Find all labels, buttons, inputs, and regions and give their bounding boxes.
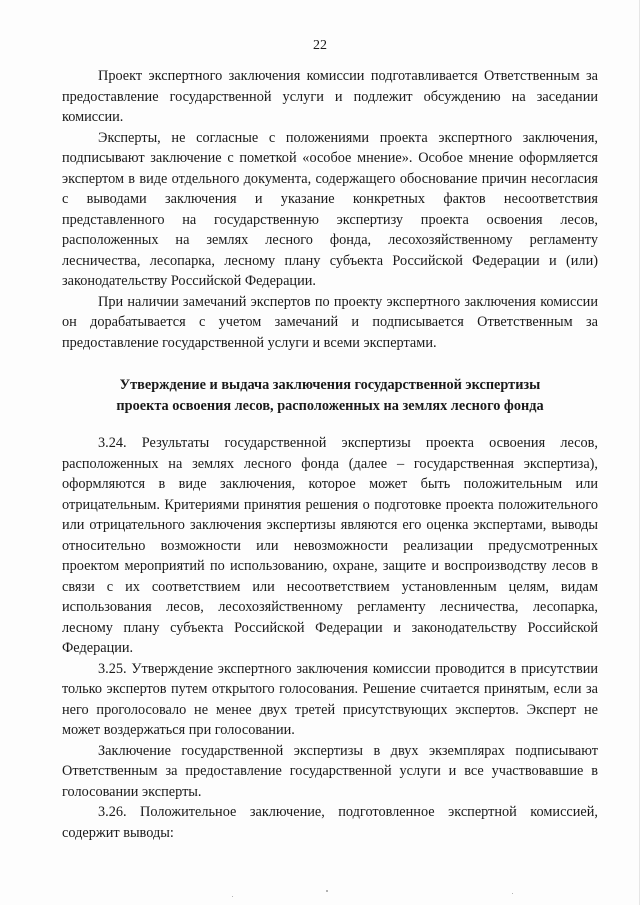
scan-speck xyxy=(232,896,233,897)
paragraph-draft-conclusion: Проект экспертного заключения комиссии подготавливается Ответственным за предоставление государственной услуги и подлежит обсуждению на заседании комиссии. xyxy=(62,68,598,125)
paragraph-signing: Заключение государственной экспертизы в двух экземплярах подписывают Ответственным за предоставление государственной услуги и все участвовавшие в голосовании эксперты. xyxy=(62,742,598,800)
section-heading-line-1: Утверждение и выдача заключения государственной экспертизы xyxy=(119,377,541,393)
paragraph-3-26: 3.26. Положительное заключение, подготовленное экспертной комиссией, содержит выводы: xyxy=(62,804,598,841)
section-heading xyxy=(62,375,598,417)
section-heading-line-2: проекта освоения лесов, расположенных на землях лесного фонда xyxy=(116,398,544,414)
paragraph-3-24: 3.24. Результаты государственной экспертизы проекта освоения лесов, расположенных на землях лесного фонда (далее – государственная экспертиза), оформляются в виде заключения, которое может быть положительным или отрицательным. Критериями принятия решения о подготовке проекта положительного или отрицательного заключения экспертизы являются его оценка экспертами, выводы относительно возможности или невозможности реализации предусмотренных проектом мероприятий по использованию, охране, защите и воспроизводству лесов в связи с их соответствием или несоответствием установленным целям, видам использования лесов, лесохозяйственному регламенту лесничества, лесопарка, лесному плану субъекта Российской Федерации и законодательству Российской Федерации. xyxy=(62,435,598,656)
page-number: 22 xyxy=(313,38,327,53)
document-body xyxy=(62,66,598,843)
paragraph-dissenting-opinion: Эксперты, не согласные с положениями проекта экспертного заключения, подписывают заключение с пометкой «особое мнение». Особое мнение оформляется экспертом в виде отдельного документа, содержащего обоснование причин несогласия с выводами заключения и указание конкретных фактов несоответствия представленного на государственную экспертизу проекта освоения лесов, расположенных на землях лесного фонда, лесохозяйственному регламенту лесничества, лесопарка, лесному плану субъекта Российской Федерации и (или) законодательству Российской Федерации. xyxy=(62,129,598,289)
scan-speck xyxy=(512,893,513,894)
paragraph-3-25: 3.25. Утверждение экспертного заключения комиссии проводится в присутствии только экспертов путем открытого голосования. Решение считается принятым, если за него проголосовало не менее двух третей присутствующих экспертов. Эксперт не может воздержаться при голосовании. xyxy=(62,660,598,738)
scan-speck xyxy=(326,890,328,892)
paragraph-remarks-revision: При наличии замечаний экспертов по проекту экспертного заключения комиссии он дорабатывается с учетом замечаний и подписывается Ответственным за предоставление государственной услуги и всеми экспертами. xyxy=(62,293,598,351)
